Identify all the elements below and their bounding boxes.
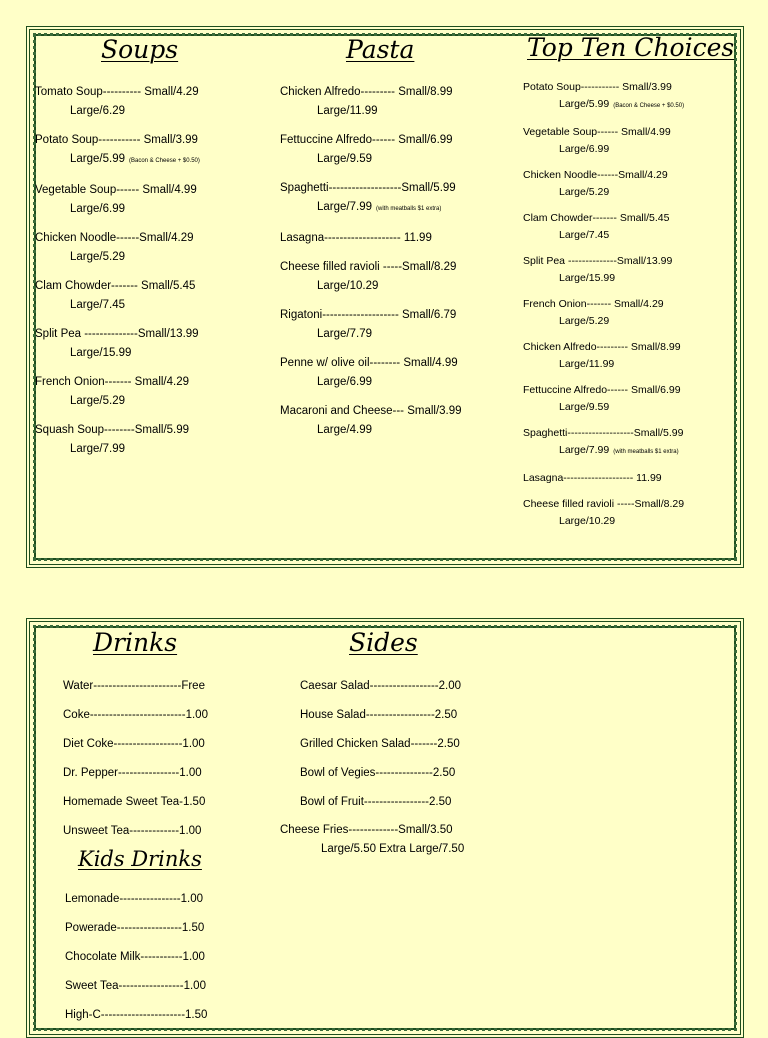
sides-list xyxy=(300,677,461,822)
menu-item-name-price: Split Pea --------------Small/13.99 xyxy=(523,255,673,267)
menu-item-name-price: Lasagna-------------------- 11.99 xyxy=(280,232,432,244)
large-price-text: Large/11.99 xyxy=(317,105,378,117)
menu-item-large-price xyxy=(35,102,200,121)
menu-item-name-price: Chicken Alfredo--------- Small/8.99 xyxy=(523,341,681,353)
menu-item xyxy=(35,131,200,171)
menu-item-large-price xyxy=(280,373,462,392)
menu-item-large-price xyxy=(280,198,462,219)
large-price-text: Large/9.59 xyxy=(317,153,372,165)
menu-item: Bowl of Fruit-----------------2.50 xyxy=(300,796,452,808)
large-price-text: Large/7.99 xyxy=(70,443,125,455)
menu-item xyxy=(35,373,200,411)
menu-item-large-price xyxy=(35,248,200,267)
menu-item xyxy=(523,339,684,373)
menu-item: Grilled Chicken Salad-------2.50 xyxy=(300,738,460,750)
menu-item-large-price xyxy=(523,356,684,373)
menu-item-large-price xyxy=(523,399,684,416)
menu-item-name-price: Chicken Noodle------Small/4.29 xyxy=(35,232,194,244)
menu-item-large-price xyxy=(523,184,684,201)
sides-heading: Sides xyxy=(349,628,418,657)
menu-item: Lemonade----------------1.00 xyxy=(65,893,204,905)
soups-heading: Soups xyxy=(101,35,179,64)
menu-item-name-price: Spaghetti-------------------Small/5.99 xyxy=(523,427,684,439)
large-price-text: Large/6.99 xyxy=(70,203,125,215)
menu-item-large-price xyxy=(280,325,462,344)
menu-item xyxy=(35,421,200,459)
soups-list xyxy=(35,83,200,469)
menu-item-name-price: Clam Chowder------- Small/5.45 xyxy=(523,212,670,224)
large-price-text: Large/6.29 xyxy=(70,105,125,117)
drinks-heading: Drinks xyxy=(93,628,178,657)
menu-item-name-price: Chicken Alfredo--------- Small/8.99 xyxy=(280,86,453,98)
menu-item xyxy=(280,83,462,121)
pasta-heading: Pasta xyxy=(346,35,415,64)
large-price-text: Large/10.29 xyxy=(317,280,379,292)
menu-item-name-price: Tomato Soup---------- Small/4.29 xyxy=(35,86,199,98)
menu-item-large-price xyxy=(523,513,684,530)
price-note: (with meatballs $1 extra) xyxy=(613,449,679,455)
menu-item xyxy=(280,354,462,392)
menu-item-name-price: Penne w/ olive oil-------- Small/4.99 xyxy=(280,357,458,369)
menu-item: Chocolate Milk-----------1.00 xyxy=(65,951,205,963)
price-note: (Bacon & Cheese + $0.50) xyxy=(613,103,685,109)
menu-item-large-price xyxy=(523,141,684,158)
menu-item xyxy=(35,83,200,121)
menu-item-name-price: Vegetable Soup------ Small/4.99 xyxy=(523,126,671,138)
menu-item xyxy=(523,496,684,530)
menu-item xyxy=(280,229,462,248)
large-price-text: Large/7.99 xyxy=(317,201,372,213)
menu-item-large-price xyxy=(523,442,684,461)
menu-item xyxy=(35,181,200,219)
menu-item-name-price: Spaghetti-------------------Small/5.99 xyxy=(280,182,456,194)
menu-item-large-price xyxy=(35,344,200,363)
large-price-text: Large/5.29 xyxy=(70,395,125,407)
cheese-fries-item xyxy=(280,821,464,859)
top-ten-heading: Top Ten Choices xyxy=(527,33,735,62)
menu-item-large-price xyxy=(35,200,200,219)
menu-item: Homemade Sweet Tea-1.50 xyxy=(63,796,206,808)
large-price-text: Large/4.99 xyxy=(317,424,372,436)
drinks-list xyxy=(63,677,208,851)
menu-item-large-price xyxy=(280,277,462,296)
menu-item xyxy=(35,229,200,267)
large-price-text: Large/5.99 xyxy=(559,98,610,110)
menu-item xyxy=(523,425,684,461)
menu-item-large-price xyxy=(280,150,462,169)
menu-item-name-price: French Onion------- Small/4.29 xyxy=(35,376,190,388)
large-price-text: Large/15.99 xyxy=(70,347,132,359)
menu-item-large-price xyxy=(523,227,684,244)
menu-item-large-price xyxy=(523,270,684,287)
kids-drinks-heading: Kids Drinks xyxy=(78,847,202,871)
large-price-text: Large/6.99 xyxy=(559,143,610,155)
menu-item: Sweet Tea-----------------1.00 xyxy=(65,980,206,992)
menu-item xyxy=(280,258,462,296)
menu-item: Diet Coke------------------1.00 xyxy=(63,738,205,750)
menu-item: House Salad------------------2.50 xyxy=(300,709,458,721)
price-note: (Bacon & Cheese + $0.50) xyxy=(129,158,200,164)
menu-item xyxy=(523,167,684,201)
menu-item-large-price xyxy=(35,392,200,411)
menu-item-large-price xyxy=(35,150,200,171)
menu-item-name-price: Fettuccine Alfredo------ Small/6.99 xyxy=(280,134,453,146)
menu-item-name-price: Chicken Noodle------Small/4.29 xyxy=(523,169,668,181)
menu-item-name-price: Rigatoni-------------------- Small/6.79 xyxy=(280,309,457,321)
kids-drinks-list xyxy=(65,890,207,1035)
menu-item: Bowl of Vegies---------------2.50 xyxy=(300,767,456,779)
menu-item-large-price xyxy=(523,313,684,330)
menu-item xyxy=(523,296,684,330)
large-price-text: Large/5.99 xyxy=(70,153,125,165)
menu-item: Caesar Salad------------------2.00 xyxy=(300,680,461,692)
large-price-text: Large/7.79 xyxy=(317,328,372,340)
menu-item xyxy=(280,179,462,219)
menu-item-large-price xyxy=(523,96,684,115)
menu-item: High-C----------------------1.50 xyxy=(65,1009,208,1021)
menu-item xyxy=(35,277,200,315)
menu-item-name-price: Lasagna-------------------- 11.99 xyxy=(523,472,662,484)
menu-item-name-price: Potato Soup----------- Small/3.99 xyxy=(523,81,672,93)
menu-item xyxy=(523,210,684,244)
menu-item-large-price xyxy=(280,421,462,440)
menu-item xyxy=(523,253,684,287)
large-price-text: Large/5.29 xyxy=(559,186,610,198)
menu-item-name-price: Split Pea --------------Small/13.99 xyxy=(35,328,199,340)
menu-item-name-price: Macaroni and Cheese--- Small/3.99 xyxy=(280,405,462,417)
menu-item-name-price: Cheese filled ravioli -----Small/8.29 xyxy=(280,261,457,273)
large-price-text: Large/6.99 xyxy=(317,376,372,388)
menu-item xyxy=(523,382,684,416)
large-price-text: Large/11.99 xyxy=(559,358,615,370)
cheese-fries-line2: Large/5.50 Extra Large/7.50 xyxy=(321,843,465,855)
menu-item-large-price xyxy=(35,296,200,315)
price-note: (with meatballs $1 extra) xyxy=(376,206,442,212)
menu-item xyxy=(280,306,462,344)
menu-item-large-price xyxy=(35,440,200,459)
menu-item xyxy=(523,79,684,115)
large-price-text: Large/5.29 xyxy=(559,315,610,327)
menu-item: Dr. Pepper----------------1.00 xyxy=(63,767,202,779)
menu-item: Coke-------------------------1.00 xyxy=(63,709,208,721)
cheese-fries-line1: Cheese Fries-------------Small/3.50 xyxy=(280,824,453,836)
large-price-text: Large/15.99 xyxy=(559,272,616,284)
menu-item xyxy=(35,325,200,363)
top-ten-list xyxy=(523,79,684,539)
menu-item-name-price: Vegetable Soup------ Small/4.99 xyxy=(35,184,197,196)
menu-item xyxy=(523,124,684,158)
menu-item: Unsweet Tea-------------1.00 xyxy=(63,825,202,837)
large-price-text: Large/7.99 xyxy=(559,444,610,456)
menu-item-name-price: Potato Soup----------- Small/3.99 xyxy=(35,134,198,146)
menu-item-name-price: Fettuccine Alfredo------ Small/6.99 xyxy=(523,384,681,396)
menu-item-large-price xyxy=(280,102,462,121)
menu-item-name-price: Cheese filled ravioli -----Small/8.29 xyxy=(523,498,685,510)
large-price-text: Large/5.29 xyxy=(70,251,125,263)
large-price-text: Large/10.29 xyxy=(559,515,616,527)
menu-item: Water-----------------------Free xyxy=(63,680,205,692)
menu-item-name-price: French Onion------- Small/4.29 xyxy=(523,298,664,310)
large-price-text: Large/7.45 xyxy=(559,229,610,241)
menu-item: Powerade-----------------1.50 xyxy=(65,922,205,934)
large-price-text: Large/7.45 xyxy=(70,299,125,311)
menu-item xyxy=(523,470,684,487)
large-price-text: Large/9.59 xyxy=(559,401,610,413)
menu-item xyxy=(280,131,462,169)
menu-item xyxy=(280,402,462,440)
menu-item-name-price: Squash Soup--------Small/5.99 xyxy=(35,424,190,436)
menu-item-name-price: Clam Chowder------- Small/5.45 xyxy=(35,280,196,292)
pasta-list xyxy=(280,83,462,450)
